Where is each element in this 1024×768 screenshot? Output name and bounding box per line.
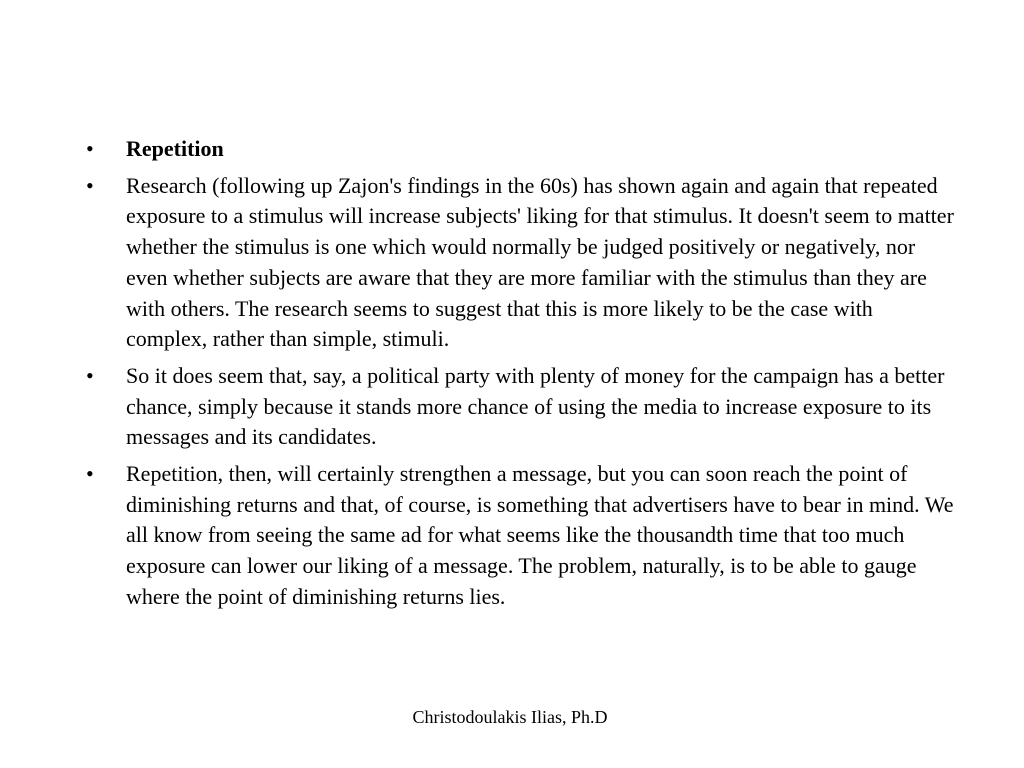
bullet-item <box>84 459 954 613</box>
bullet-icon: • <box>86 362 94 388</box>
footer <box>0 707 1024 728</box>
bullet-icon: • <box>86 136 94 161</box>
footer-author-text: Christodoulakis Ilias, Ph.D <box>412 707 608 727</box>
bullet-icon: • <box>86 461 94 487</box>
bullet-text: Research (following up Zajon's findings in the 60s) has shown again and again that repeated exposure to a stimulus will increase subjects' liking for that stimulus. It doesn't seem to matter whether the stimulus is one which would normally be judged positively or negatively, nor even whether subjects are aware that they are more familiar with the stimulus than they are with others. The research seems to suggest that this is more likely to be the case with complex, rather than simple, stimuli. <box>126 172 954 352</box>
bullet-icon: • <box>86 172 94 198</box>
bullet-list <box>84 134 954 619</box>
bullet-item <box>84 171 954 355</box>
bullet-heading-text: Repetition <box>126 136 224 161</box>
bullet-item <box>84 361 954 453</box>
bullet-text: So it does seem that, say, a political party with plenty of money for the campaign has a better chance, simply because it stands more chance of using the media to increase exposure to its messages and its candidates. <box>126 362 945 450</box>
bullet-item-heading <box>84 134 954 165</box>
bullet-text: Repetition, then, will certainly strengthen a message, but you can soon reach the point of diminishing returns and that, of course, is something that advertisers have to bear in mind. We all know from seeing the same ad for what seems like the thousandth time that too much exposure can lower our liking of a message. The problem, naturally, is to be able to gauge where the point of diminishing returns lies. <box>126 461 954 609</box>
